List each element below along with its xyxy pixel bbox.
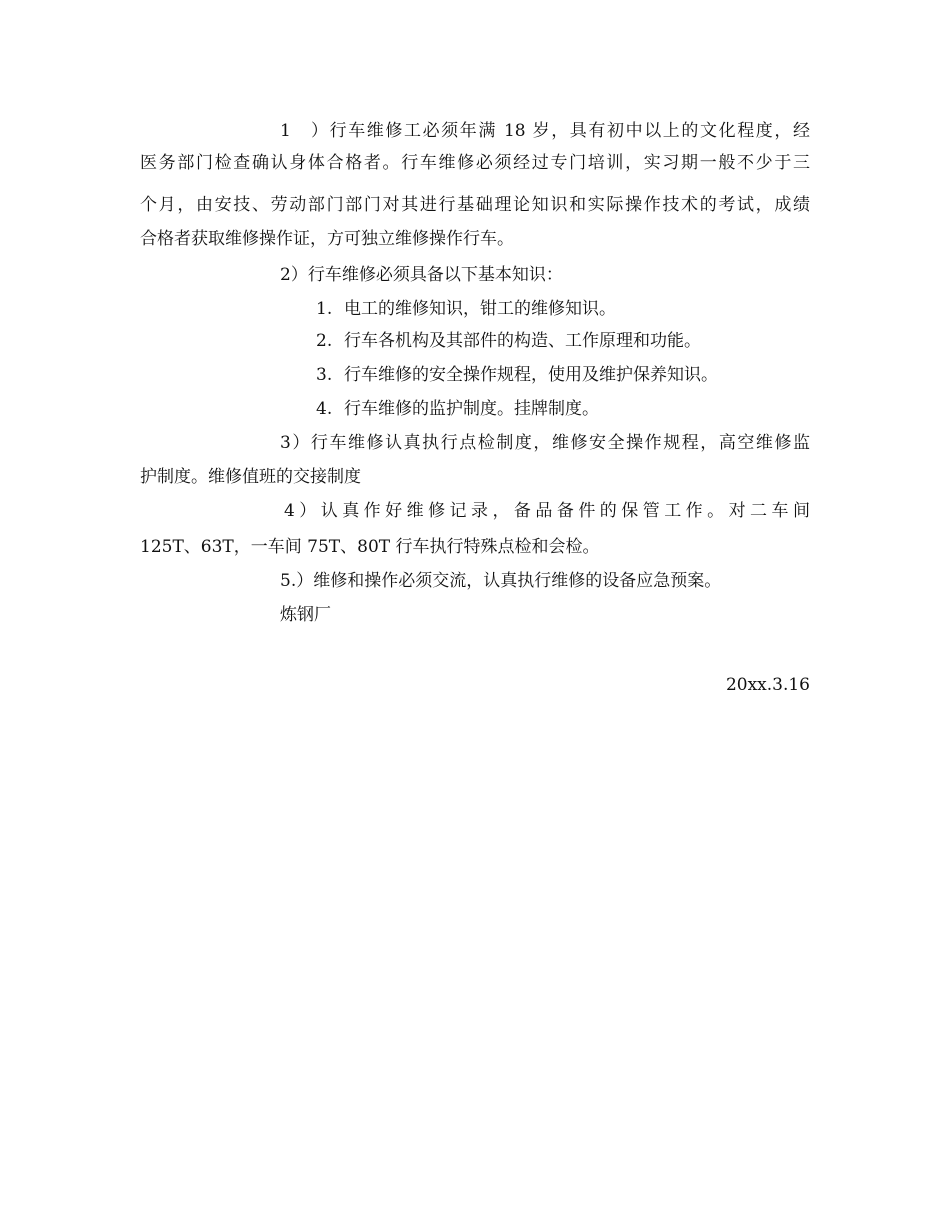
list-item: [316, 398, 599, 420]
paragraph-3-line-2: [140, 466, 361, 488]
paragraph-4-line-2: [140, 536, 600, 558]
list-item-text: 电工的维修知识，钳工的维修知识。: [344, 299, 616, 319]
paragraph-1-line-2: [140, 152, 810, 174]
paragraph-4-text-1: 4）认真作好维修记录，备品备件的保管工作。对二车间: [284, 501, 810, 521]
paragraph-2-heading: [280, 264, 563, 286]
paragraph-1-text-3: 个月，由安技、劳动部门部门对其进行基础理论知识和实际操作技术的考试，成绩: [140, 195, 810, 215]
list-item: [316, 330, 701, 352]
paragraph-1-line-4: [140, 228, 514, 250]
signature-text: 炼钢厂: [280, 605, 331, 625]
paragraph-1-line-1: [280, 120, 810, 142]
paragraph-3-line-1: [280, 432, 810, 454]
paragraph-2-text: 2）行车维修必须具备以下基本知识：: [280, 265, 563, 285]
paragraph-4-text-2: 125T、63T，一车间 75T、80T 行车执行特殊点检和会检。: [140, 537, 600, 557]
signature: [280, 604, 331, 626]
list-item: [316, 298, 616, 320]
list-item-number: 3.: [316, 365, 333, 385]
list-item-text: 行车维修的安全操作规程，使用及维护保养知识。: [344, 365, 718, 385]
list-item: [316, 364, 718, 386]
paragraph-3-text-1: 3）行车维修认真执行点检制度，维修安全操作规程，高空维修监: [280, 433, 810, 453]
paragraph-1-text-2: 医务部门检查确认身体合格者。行车维修必须经过专门培训，实习期一般不少于三: [140, 153, 810, 173]
paragraph-5-text: 5.）维修和操作必须交流，认真执行维修的设备应急预案。: [280, 571, 722, 591]
paragraph-5: [280, 570, 721, 592]
paragraph-1-text-4: 合格者获取维修操作证，方可独立维修操作行车。: [140, 229, 514, 249]
list-item-text: 行车各机构及其部件的构造、工作原理和功能。: [344, 331, 701, 351]
list-item-number: 2.: [316, 331, 333, 351]
paragraph-3-text-2: 护制度。维修值班的交接制度: [140, 467, 361, 487]
date-text: 20xx.3.16: [725, 675, 810, 695]
date: [726, 674, 810, 696]
list-item-number: 4.: [316, 399, 333, 419]
list-item-text: 行车维修的监护制度。挂牌制度。: [344, 399, 599, 419]
paragraph-4-line-1: [284, 500, 810, 522]
list-item-number: 1.: [316, 299, 333, 319]
paragraph-1-line-3: [140, 194, 810, 216]
paragraph-1-text-1: 行车维修工必须年满 18 岁，具有初中以上的文化程度，经: [328, 121, 810, 141]
paragraph-1-number: 1）: [280, 121, 328, 141]
